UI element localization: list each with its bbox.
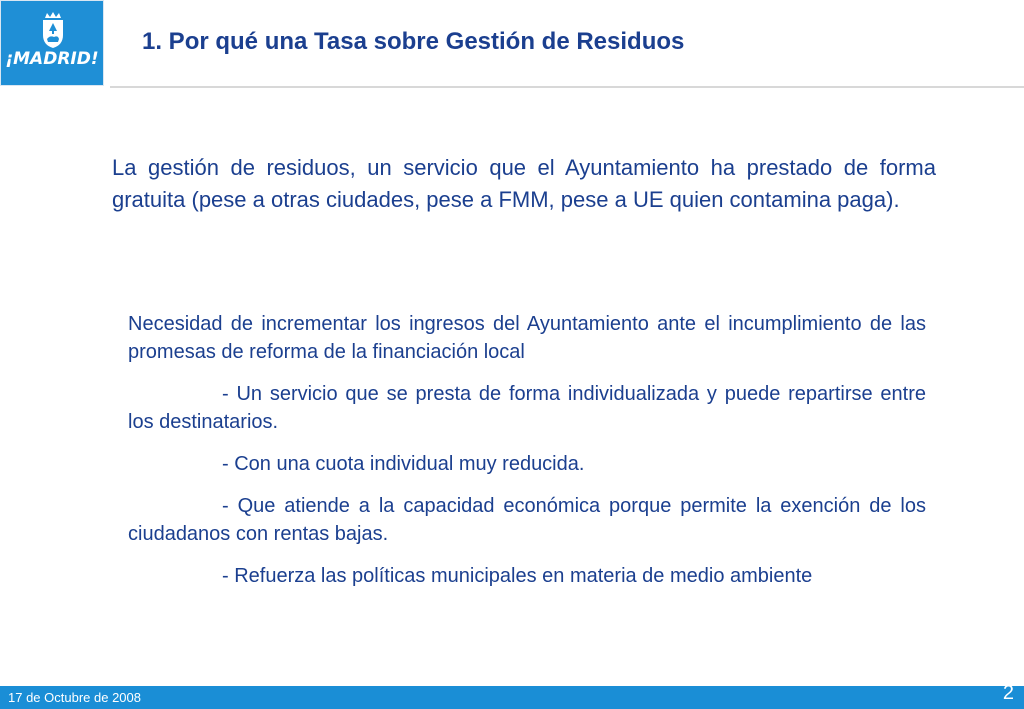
content-block	[128, 310, 926, 604]
madrid-logo	[0, 0, 104, 86]
header-divider	[110, 86, 1024, 88]
point-item: - Refuerza las políticas municipales en materia de medio ambiente	[222, 565, 813, 587]
point-item: - Con una cuota individual muy reducida.	[222, 453, 585, 475]
page-title: 1. Por qué una Tasa sobre Gestión de Residuos	[142, 28, 685, 55]
necesidad-paragraph: Necesidad de incrementar los ingresos del Ayuntamiento ante el incumplimiento de las promesas de reforma de la financiación local	[128, 313, 926, 363]
footer-bar	[0, 682, 1024, 709]
point-item: - Que atiende a la capacidad económica porque permite la exención de los ciudadanos con rentas bajas.	[128, 495, 926, 545]
footer-date: 17 de Octubre de 2008	[8, 690, 141, 705]
madrid-wordmark: ¡MADRID!	[5, 49, 99, 69]
page-number: 2	[1002, 682, 1014, 704]
point-item: - Un servicio que se presta de forma individualizada y puede repartirse entre los destinatarios.	[128, 383, 926, 433]
coat-of-arms-icon	[39, 11, 67, 49]
intro-paragraph: La gestión de residuos, un servicio que el Ayuntamiento ha prestado de forma gratuita (pese a otras ciudades, pese a FMM, pese a UE quien contamina paga).	[112, 155, 936, 212]
